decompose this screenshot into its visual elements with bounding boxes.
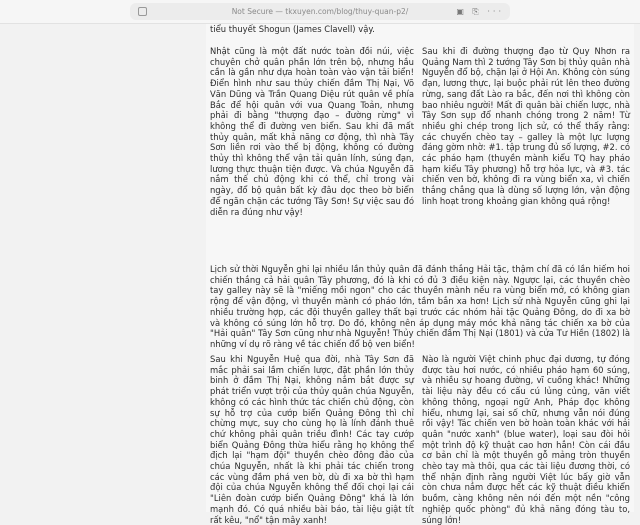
paragraph-full-width: Lịch sử thời Nguyễn ghi lại nhiều lần thủy quân đã đánh thắng Hải tặc, thậm chí đã có lần hiếm hoi chiến thắng cả hải quân Tây phương, đó là khi có đủ 3 điều kiện này. Ngược lại, các thuyền chèo tay galley này sẽ là "miếng mồi ngon" cho các thuyền mành nếu ra vùng biển mở, có không gian rộng để vận động, vì thuyền mành có pháo lớn, tầm bắn xa hơn! Lịch sử nhà Nguyễn cũng ghi lại nhiều trường hợp, các đội thuyền galley thất bại trước các nhóm hải tặc Quảng Đông, do đi xa bờ và không có súng lớn hỗ trợ. Do đó, không nên áp dụng máy móc khả năng tác chiến xa bờ của "Hải quân" Tây Sơn cũng như nhà Nguyễn! Thủy chiến đầm Thị Nại (1801) và cửa Tư Hiền (1802) là những ví dụ rõ ràng về tác chiến đổ bộ ven biển!: [210, 264, 630, 349]
url-text: Not Secure — tkxuyen.com/blog/thuy-quan-p2/: [231, 7, 409, 16]
address-bar[interactable]: [130, 3, 510, 20]
paragraph-right-1: Sau khi đi đường thượng đạo từ Quy Nhơn ra Quảng Nam thì 2 tướng Tây Sơn bị thủy quân nhà Nguyễn đổ bộ, chặn lại ở Hội An. Không còn súng đạn, lương thực, lại buộc phải rút lên theo đường rừng, sang đất Lào ra bắc, đến nơi thì không còn bao nhiêu người! Mất đi quân bài chiến lược, nhà Tây Sơn sụp đổ nhanh chóng trong 2 năm! Từ nhiều ghi chép trong lịch sử, có thể thấy rằng: các chuyến chèo tay – galley là một lực lượng đáng gờm nhờ: #1. tập trung đủ số lượng, #2. có các pháo hạm (thuyền mành kiểu TQ hay pháo hạm kiểu Tây phương) hỗ trợ hỏa lực, và #3. tác chiến ven bờ, không đi ra vùng biển xa, vì chiến thắng chẳng qua là dùng số lượng lớn, vận động linh hoạt trong khoảng gian không quá rộng!: [422, 46, 630, 206]
paragraph-left-2: Sau khi Nguyễn Huệ qua đời, nhà Tây Sơn đã mắc phải sai lầm chiến lược, đặt phần lớn thủy binh ở đầm Thị Nại, không nắm bắt được sự phát triển vượt trội của thủy quân chúa Nguyễn, không có các hình thức tác chiến chủ động, còn sự hỗ trợ của cướp biển Quảng Đông thì chỉ chừng mực, suy cho cùng họ là lính đánh thuê chứ không phải quân triều đình! Các tay cướp biển Quảng Đông thừa hiểu rằng họ không thể địch lại "hạm đội" thuyền chèo đông đảo của chúa Nguyễn, nhất là khi phải tác chiến trong các vùng đầm phá ven bờ, dù đi xa bờ thì hạm đội của chúa Nguyễn không thể đối chọi lại cái "Liên đoàn cướp biển Quảng Đông" khá là lớn mạnh đó. Có quá nhiều bài báo, tài liệu giật tít rất kêu, "nổ" tận mây xanh!: [210, 354, 414, 525]
page-margin-right: [634, 24, 640, 512]
continuation-text: tiểu thuyết Shogun (James Clavell) vậy.: [210, 24, 375, 34]
page-margin-left: [0, 24, 206, 512]
paragraph-left-1: Nhật cũng là một đất nước toàn đồi núi, việc chuyên chở quân phần lớn trên bộ, nhưng hầu cần là gần như dựa hoàn toàn vào vận tải biển! Điển hình như sau thủy chiến đầm Thị Nại, Võ Văn Dũng và Trần Quang Diệu rút quân về phía Bắc để hội quân với vua Quang Toản, nhưng phải đi bằng "thượng đạo – đường rừng" vì không thể đi đường ven biển. Sau khi đã mất thủy quân, mất khả năng cơ động, thì nhà Tây Sơn liền rơi vào thế bị động, không có đường thủy thì không thể vận tải quân lính, súng đạn, lương thực thuận tiện được. Và chúa Nguyễn đã nắm thế chủ động khi có thể, chỉ trong vài ngày, đổ bộ quân bất kỳ đâu dọc theo bờ biển để ngăn chặn các tướng Tây Sơn! Sự việc sau đó diễn ra đúng như vậy!: [210, 46, 414, 217]
browser-toolbar: [0, 0, 640, 24]
address-actions[interactable]: ▣ ⎘ ···: [456, 7, 504, 16]
site-settings-icon[interactable]: [138, 7, 147, 16]
paragraph-right-2: Nào là người Việt chinh phục đại dương, tự đóng được tàu hơi nước, có nhiều pháo hạm 60 súng, và nhiều sự hoang đường, vĩ cuồng khác! Những tài liệu này đều có cấu cú lủng củng, văn viết không thông, ngoại ngữ Anh, Pháp đọc không hiểu, nhưng lại, sai số chữ, nhưng vẫn nói đúng rồi vậy! Tác chiến ven bờ hoàn toàn khác với hải quân "nước xanh" (blue water), loại sau đòi hỏi một trình độ kỹ thuật cao hơn hẳn! Còn cái đầu cơ bản chỉ là một thuyền gỗ mảng tròn thuyền chèo tay mà thôi, qua các tài liệu đương thời, có thể nhận định rằng người Việt lúc bấy giờ vẫn còn chưa nắm được hết các kỹ thuật điều khiển buồm, càng không nên nói đến một nền "công nghiệp quốc phòng" đủ khả năng đóng tàu to, súng lớn!: [422, 354, 630, 525]
article-body: [206, 24, 634, 525]
